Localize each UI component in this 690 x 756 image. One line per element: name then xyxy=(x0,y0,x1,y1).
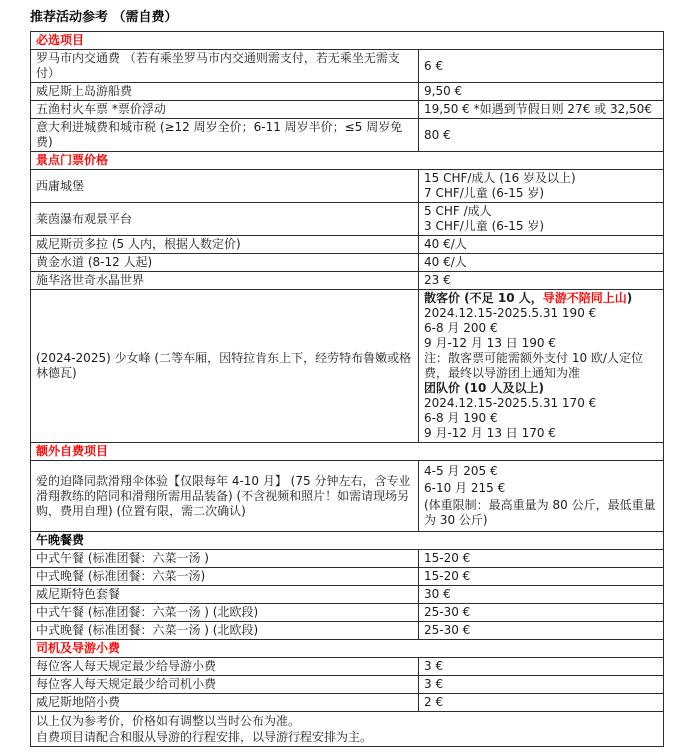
price-cell xyxy=(419,694,664,712)
table-row xyxy=(31,604,664,622)
price-line: (体重限制：最高重量为 80 公斤，最低重量为 30 公斤) xyxy=(424,498,656,527)
item-cell: 中式午餐 (标准团餐：六菜一汤 ) (北欧段) xyxy=(31,604,419,622)
section-header-row xyxy=(31,152,664,170)
price-line: 25-30 € xyxy=(424,605,471,619)
footer-line: 以上仅为参考价，价格如有调整以当时公布为准。 xyxy=(36,714,301,728)
section-header: 司机及导游小费 xyxy=(31,640,664,658)
table-row xyxy=(31,50,664,83)
item-cell: 五渔村火车票 *票价浮动 xyxy=(31,101,419,119)
price-line: 15-20 € xyxy=(424,551,471,565)
item-cell: 威尼斯特色套餐 xyxy=(31,586,419,604)
price-line: 19,50 € *如遇到节假日则 27€ 或 32,50€ xyxy=(424,102,652,116)
price-line: 7 CHF/儿童 (6-15 岁) xyxy=(424,186,545,200)
text-segment: ) xyxy=(626,291,633,305)
text-segment: 散客价 (不足 10 人， xyxy=(424,291,543,305)
page-title: 推荐活动参考 （需自费） xyxy=(30,10,178,25)
item-cell: 黄金水道 (8-12 人起) xyxy=(31,254,419,272)
price-line: 4-5 月 205 € xyxy=(424,464,498,478)
price-cell xyxy=(419,254,664,272)
item-cell: 西庸城堡 xyxy=(31,170,419,203)
item-cell: 中式晚餐 (标准团餐：六菜一汤 ) (北欧段) xyxy=(31,622,419,640)
table-row xyxy=(31,694,664,712)
price-cell xyxy=(419,290,664,443)
item-cell: 威尼斯上岛游船费 xyxy=(31,83,419,101)
price-cell xyxy=(419,119,664,152)
item-cell: 每位客人每天规定最少给导游小费 xyxy=(31,658,419,676)
table-row xyxy=(31,83,664,101)
price-line: 9 月-12 月 13 日 170 € xyxy=(424,426,556,440)
table-row xyxy=(31,658,664,676)
price-line: 40 €/人 xyxy=(424,255,467,269)
price-line xyxy=(424,291,658,306)
price-cell xyxy=(419,622,664,640)
footer-note xyxy=(31,712,664,747)
table-row xyxy=(31,568,664,586)
item-cell: (2024-2025) 少女峰 (二等车厢，因特拉肯东上下，经劳特布鲁嫩或格林德瓦) xyxy=(31,290,419,443)
price-cell xyxy=(419,550,664,568)
item-cell: 罗马市内交通费 （若有乘坐罗马市内交通则需支付，若无乘坐无需支付） xyxy=(31,50,419,83)
table-row xyxy=(31,676,664,694)
price-line: 15 CHF/成人 (16 岁及以上) xyxy=(424,171,576,185)
price-line: 30 € xyxy=(424,587,451,601)
price-line: 23 € xyxy=(424,273,451,287)
price-line: 6-10 月 215 € xyxy=(424,481,506,495)
item-cell: 每位客人每天规定最少给司机小费 xyxy=(31,676,419,694)
price-line: 2024.12.15-2025.5.31 170 € xyxy=(424,396,597,410)
item-cell: 莱茵瀑布观景平台 xyxy=(31,203,419,236)
item-cell: 中式晚餐 (标准团餐：六菜一汤) xyxy=(31,568,419,586)
table-row xyxy=(31,170,664,203)
price-table-body xyxy=(31,32,664,747)
price-cell xyxy=(419,658,664,676)
price-cell xyxy=(419,568,664,586)
table-row xyxy=(31,272,664,290)
price-cell xyxy=(419,676,664,694)
section-header: 景点门票价格 xyxy=(31,152,664,170)
table-row xyxy=(31,290,664,443)
table-row xyxy=(31,101,664,119)
section-header: 午晚餐费 xyxy=(31,532,664,550)
price-line: 6 € xyxy=(424,58,444,73)
price-cell xyxy=(419,83,664,101)
price-cell xyxy=(419,586,664,604)
table-row xyxy=(31,203,664,236)
table-row xyxy=(31,461,664,532)
section-header-row xyxy=(31,443,664,461)
item-cell: 爱的迫降同款滑翔伞体验【仅限每年 4-10 月】 (75 分钟左右，含专业滑翔教练的陪同和滑翔所需用品装备) (不含视频和照片！如需请现场另购，费用自理) (位置有限，需二次确认) xyxy=(31,461,419,532)
item-cell: 施华洛世奇水晶世界 xyxy=(31,272,419,290)
price-cell xyxy=(419,604,664,622)
price-line: 3 € xyxy=(424,677,444,691)
table-footer-row xyxy=(31,712,664,747)
item-cell: 威尼斯地陪小费 xyxy=(31,694,419,712)
price-cell xyxy=(419,203,664,236)
price-line: 5 CHF /成人 xyxy=(424,204,492,218)
price-line: 80 € xyxy=(424,127,451,142)
price-line: 9,50 € xyxy=(424,84,463,98)
item-cell: 意大利进城费和城市税 (≥12 周岁全价；6-11 周岁半价；≤5 周岁免费) xyxy=(31,119,419,152)
price-line: 25-30 € xyxy=(424,623,471,637)
section-header-row xyxy=(31,532,664,550)
price-line: 9 月-12 月 13 日 190 € xyxy=(424,336,556,350)
price-line: 团队价 (10 人及以上) xyxy=(424,381,545,395)
price-cell xyxy=(419,170,664,203)
table-row xyxy=(31,254,664,272)
price-line: 6-8 月 190 € xyxy=(424,411,498,425)
table-row xyxy=(31,119,664,152)
section-header-row xyxy=(31,32,664,50)
price-line: 6-8 月 200 € xyxy=(424,321,498,335)
warning-red-text: 导游不陪同上山 xyxy=(542,291,627,305)
price-table xyxy=(30,31,664,747)
price-cell xyxy=(419,461,664,532)
price-cell xyxy=(419,236,664,254)
price-line: 40 €/人 xyxy=(424,237,467,251)
price-cell xyxy=(419,101,664,119)
price-line: 2 € xyxy=(424,695,444,709)
price-line: 2024.12.15-2025.5.31 190 € xyxy=(424,306,597,320)
document-page xyxy=(30,10,664,747)
item-cell: 威尼斯贡多拉 (5 人内，根据人数定价) xyxy=(31,236,419,254)
table-row xyxy=(31,236,664,254)
table-row xyxy=(31,622,664,640)
price-line: 注：散客票可能需额外支付 10 欧/人定位费，最终以导游团上通知为准 xyxy=(424,351,643,380)
footer-line: 自费项目请配合和服从导游的行程安排，以导游行程安排为主。 xyxy=(36,730,373,744)
table-row xyxy=(31,550,664,568)
price-line: 3 € xyxy=(424,659,444,673)
price-cell xyxy=(419,272,664,290)
price-line: 3 CHF/儿童 (6-15 岁) xyxy=(424,219,545,233)
price-cell xyxy=(419,50,664,83)
section-header: 必选项目 xyxy=(31,32,664,50)
section-header: 额外自费项目 xyxy=(31,443,664,461)
item-cell: 中式午餐 (标准团餐：六菜一汤 ) xyxy=(31,550,419,568)
section-header-row xyxy=(31,640,664,658)
price-line: 15-20 € xyxy=(424,569,471,583)
table-row xyxy=(31,586,664,604)
